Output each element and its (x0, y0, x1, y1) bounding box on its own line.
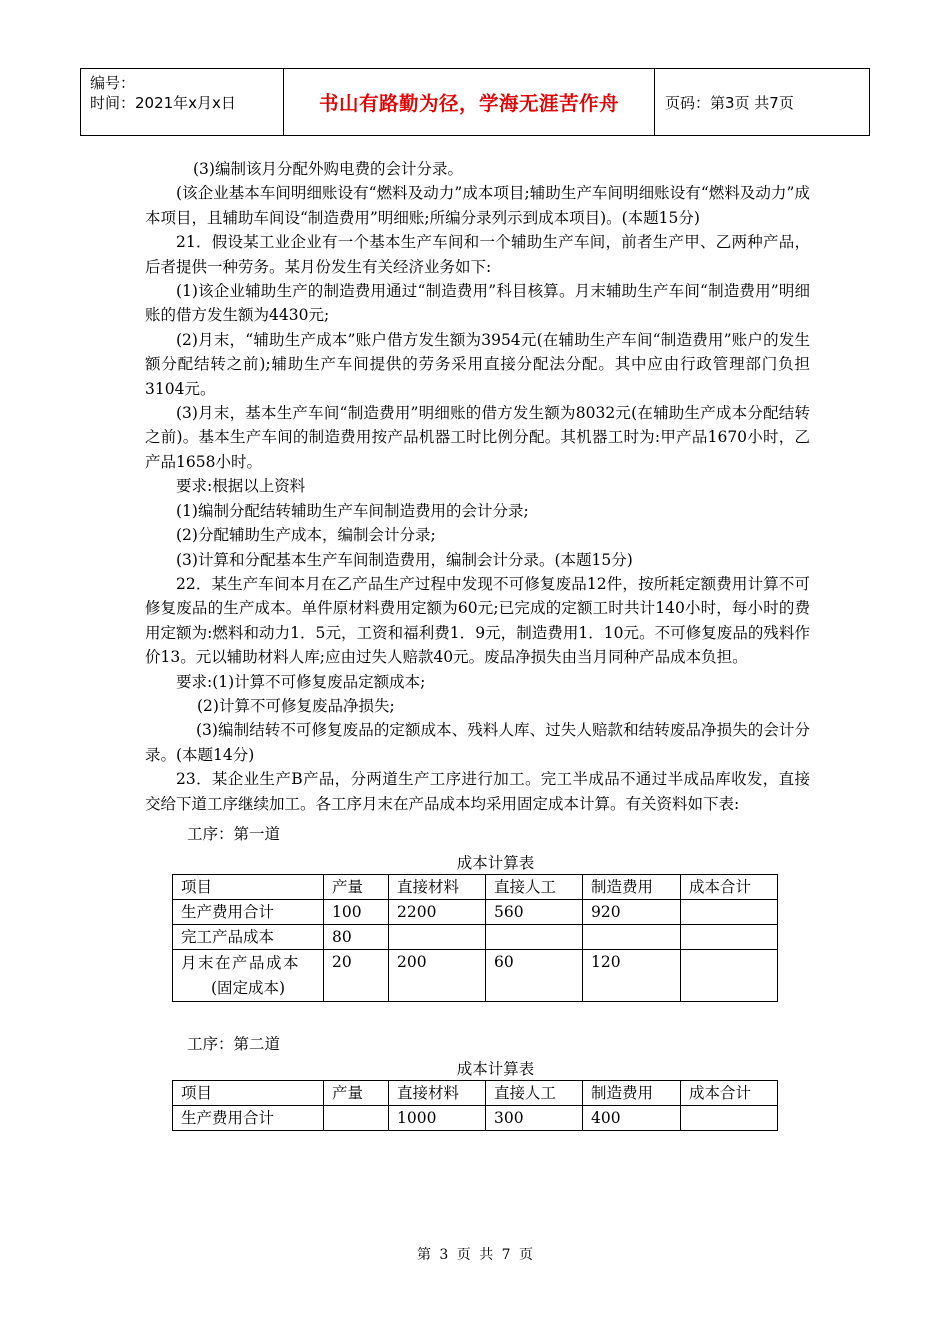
table-header-cell: 产量 (324, 1080, 389, 1105)
table-cell (681, 924, 778, 949)
header-motto: 书山有路勤为径，学海无涯苦作舟 (284, 69, 655, 135)
table-row (173, 899, 778, 924)
table-cell (173, 949, 324, 1001)
table-cell (324, 1105, 389, 1130)
header-page-info: 页码：第3页 共7页 (665, 93, 794, 112)
table-header-cell: 制造费用 (583, 874, 681, 899)
table-header-cell: 直接材料 (389, 1080, 486, 1105)
table-cell: 1000 (389, 1105, 486, 1130)
table-cell: 560 (486, 899, 583, 924)
cell-line: (固定成本) (210, 978, 286, 997)
table-header-cell: 制造费用 (583, 1080, 681, 1105)
table-cell (389, 924, 486, 949)
table-cell: 2200 (389, 899, 486, 924)
table-header-cell: 直接人工 (486, 1080, 583, 1105)
table-cell: 100 (324, 899, 389, 924)
table-cell: 20 (324, 949, 389, 1001)
table-header-cell: 直接材料 (389, 874, 486, 899)
page-header (80, 68, 870, 136)
table-header-cell: 成本合计 (681, 874, 778, 899)
process-label-1: 工序：第一道 (187, 824, 281, 843)
paragraph: (3)计算和分配基本生产车间制造费用，编制会计分录。(本题15分) (176, 550, 633, 569)
table-cell: 80 (324, 924, 389, 949)
document-body (145, 157, 810, 1131)
paragraph: (2)分配辅助生产成本，编制会计分录; (176, 526, 436, 545)
paragraph: (2)计算不可修复废品净损失; (197, 696, 395, 715)
table-row (173, 949, 778, 1001)
table-cell (681, 899, 778, 924)
paragraph: (3)编制该月分配外购电费的会计分录。 (193, 160, 463, 178)
table-cell (681, 1105, 778, 1130)
paragraph: (该企业基本车间明细账设有“燃料及动力”成本项目;辅助生产车间明细账设有“燃料及动力”成本项目，且辅助车间设“制造费用”明细账;所编分录列示到成本项目)。(本题15分) (145, 184, 810, 227)
table-cell: 生产费用合计 (173, 899, 324, 924)
paragraph: (1)该企业辅助生产的制造费用通过“制造费用”科目核算。月末辅助生产车间“制造费用”明细账的借方发生额为4430元; (145, 282, 810, 325)
header-meta (81, 69, 284, 135)
paragraph: (3)月末，基本生产车间“制造费用”明细账的借方发生额为8032元(在辅助生产成本分配结转之前)。基本生产车间的制造费用按产品机器工时比例分配。其机器工时为:甲产品1670小时，乙产品1658小时。 (145, 404, 810, 471)
table-header-cell: 直接人工 (486, 874, 583, 899)
paragraph: 要求:根据以上资料 (176, 477, 306, 496)
table-cell: 60 (486, 949, 583, 1001)
table-cell (486, 924, 583, 949)
paragraph: (3)编制结转不可修复废品的定额成本、残料人库、过失人赔款和结转废品净损失的会计分录。(本题14分) (145, 721, 810, 764)
page-footer: 第 3 页 共 7 页 (416, 1247, 534, 1263)
question-21: 21．假设某工业企业有一个基本生产车间和一个辅助生产车间，前者生产甲、乙两种产品，后者提供一种劳务。某月份发生有关经济业务如下: (145, 233, 810, 276)
table-header-cell: 成本合计 (681, 1080, 778, 1105)
question-22: 22．某生产车间本月在乙产品生产过程中发现不可修复废品12件，按所耗定额费用计算不可修复废品的生产成本。单件原材料费用定额为60元;已完成的定额工时共计140小时，每小时的费用定额为:燃料和动力1．5元，工资和福利费1．9元，制造费用1．10元。不可修复废品的残料作价13。元以辅助材料人库;应由过失人赔款40元。废品净损失由当月同种产品成本负担。 (145, 574, 810, 667)
process-label-2: 工序：第二道 (187, 1034, 281, 1053)
table-cell: 300 (486, 1105, 583, 1130)
cost-table-1 (172, 874, 778, 1002)
table-header-cell: 项目 (173, 1080, 324, 1105)
table-cell: 120 (583, 949, 681, 1001)
table-caption-2: 成本计算表 (456, 1059, 535, 1078)
paragraph: (2)月末，“辅助生产成本”账户借方发生额为3954元(在辅助生产车间“制造费用”账户的发生额分配结转之前);辅助生产车间提供的劳务采用直接分配法分配。其中应由行政管理部门负担3104元。 (145, 330, 810, 398)
table-header-row (173, 874, 778, 899)
question-23: 23．某企业生产B产品，分两道生产工序进行加工。完工半成品不通过半成品库收发，直接交给下道工序继续加工。各工序月末在产品成本均采用固定成本计算。有关资料如下表: (145, 770, 810, 813)
paragraph: (1)编制分配结转辅助生产车间制造费用的会计分录; (176, 501, 529, 520)
table-header-row (173, 1080, 778, 1105)
table-header-cell: 项目 (173, 874, 324, 899)
header-number-label: 编号： (90, 74, 136, 92)
table-cell: 生产费用合计 (173, 1105, 324, 1130)
table-cell (583, 924, 681, 949)
paragraph: 要求:(1)计算不可修复废品定额成本; (176, 672, 426, 691)
table-row (173, 1105, 778, 1130)
cell-line: 月末在产品成本 (181, 953, 301, 972)
table-caption-1: 成本计算表 (456, 853, 535, 872)
header-date: 时间：2021年x月x日 (90, 94, 236, 112)
table-header-cell: 产量 (324, 874, 389, 899)
table-cell: 400 (583, 1105, 681, 1130)
table-cell: 完工产品成本 (173, 924, 324, 949)
cost-table-2 (172, 1080, 778, 1131)
table-cell: 920 (583, 899, 681, 924)
table-cell (681, 949, 778, 1001)
table-cell: 200 (389, 949, 486, 1001)
table-row (173, 924, 778, 949)
